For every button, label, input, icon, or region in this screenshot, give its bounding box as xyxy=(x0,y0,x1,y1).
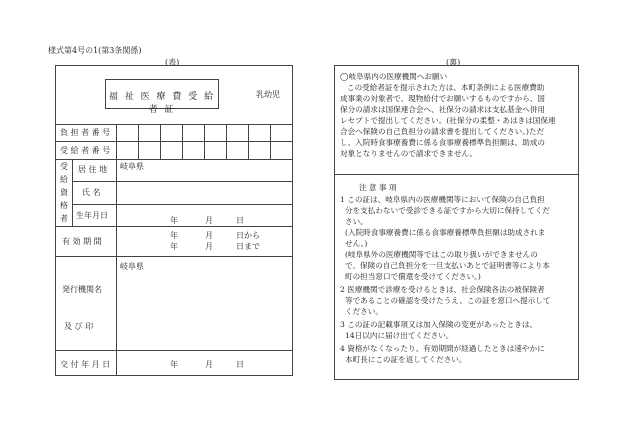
notes-line-6: (岐阜県外の医療機関等ではこの取り扱いができませんの xyxy=(345,250,538,259)
card-category: 乳幼児 xyxy=(256,90,280,99)
form-id: 様式第4号の1(第3条関係) xyxy=(48,46,142,55)
birth-year: 年 xyxy=(170,216,178,225)
notes-heading: 注 意 事 項 xyxy=(359,183,397,192)
notes-line-13: 14日以内に届け出てください。 xyxy=(345,331,454,340)
issue-day: 日 xyxy=(236,360,244,369)
recipient-group-2: 給 xyxy=(60,175,68,184)
notes-line-2: 分を支払わないで受診できる証ですから大切に保持してくだ xyxy=(345,206,551,215)
issue-year: 年 xyxy=(170,360,178,369)
back-card xyxy=(334,65,579,380)
notes-line-12: 3 この証の記載事項又は加入保険の変更があったときは、 xyxy=(340,320,538,329)
address-label: 居 住 地 xyxy=(78,165,108,174)
address-value: 岐阜県 xyxy=(120,162,144,171)
notes-line-11: ください。 xyxy=(345,307,383,316)
recipient-group-3: 資 xyxy=(60,188,68,197)
name-label: 氏 名 xyxy=(82,188,101,197)
notes-line-7: で、保険の自己負担分を一旦支払いあとで証明書等により本 xyxy=(345,261,550,270)
notice-line-8: 対象となりませんので請求できません。 xyxy=(340,149,478,158)
notes-line-4: (入院時食事療養費に係る食事療養標準負担額は助成されま xyxy=(345,228,546,237)
notes-line-3: さい。 xyxy=(345,217,368,226)
notes-line-8: 町の担当窓口で償還を受けてください。) xyxy=(345,272,481,281)
front-card xyxy=(55,65,293,376)
issue-month: 月 xyxy=(205,360,213,369)
birth-day: 日 xyxy=(236,216,244,225)
notes-line-15: 本町長にこの証を返してください。 xyxy=(345,355,467,364)
recipient-group-5: 者 xyxy=(60,214,68,223)
notes-line-5: せん。) xyxy=(345,239,368,248)
birth-label: 生年月日 xyxy=(76,211,108,220)
seal-label: 及 び 印 xyxy=(64,322,94,331)
validity-to-month: 月 xyxy=(205,242,213,251)
card-title: 福 祉 医 療 費 受 給 者 証 xyxy=(108,92,216,115)
issuer-label: 発行機関名 xyxy=(62,285,102,294)
notice-line-4: 保分の請求は国保連合会へ、社保分の請求は支払基金へ併用 xyxy=(340,105,546,114)
validity-label: 有 効 期 間 xyxy=(62,237,102,246)
issuer-value: 岐阜県 xyxy=(120,262,144,271)
birth-month: 月 xyxy=(205,216,213,225)
recipient-group-4: 格 xyxy=(60,201,68,210)
validity-from-day: 日から xyxy=(236,231,260,240)
notice-line-5: レセプトで提出してください。(社保分の柔整・あはきは国保連 xyxy=(340,116,556,125)
front-side-label: (表) xyxy=(165,58,180,67)
notice-line-3: 成事業の対象者で、現物給付でお願いするものですから、国 xyxy=(340,94,545,103)
notes-line-9: 2 医療機関で診療を受けるときは、社会保険各法の被保険者 xyxy=(340,285,545,294)
notes-line-10: 等であることの確認を受けたうえ、この証を窓口へ提示して xyxy=(345,296,551,305)
card-title-box xyxy=(105,79,219,115)
validity-from-year: 年 xyxy=(170,231,178,240)
validity-from-month: 月 xyxy=(205,231,213,240)
notes-line-1: 1 この証は、岐阜県内の医療機関等において保険の自己負担 xyxy=(340,195,545,204)
notice-line-7: し、入院時食事療養費に係る食事療養標準負担額は、助成の xyxy=(340,138,546,147)
back-side-label: (裏) xyxy=(446,58,461,67)
validity-to-day: 日まで xyxy=(236,242,260,251)
issue-date-label: 交 付 年 月 日 xyxy=(60,360,111,369)
recipient-number-label: 受 給 者 番 号 xyxy=(60,146,111,155)
validity-to-year: 年 xyxy=(170,242,178,251)
notice-line-2: この受給者証を提示された方は、本町条例による医療費助 xyxy=(347,83,545,92)
insured-number-label: 負 担 者 番 号 xyxy=(60,128,111,137)
notice-line-1: ◯岐阜県内の医療機関へお願い xyxy=(340,72,448,81)
notes-line-14: 4 資格がなくなったり、有効期間が経過したときは速やかに xyxy=(340,344,545,353)
recipient-group-1: 受 xyxy=(60,162,68,171)
notice-line-6: 合会へ保険の自己負担分の請求書を提出してください。)ただ xyxy=(340,127,545,136)
